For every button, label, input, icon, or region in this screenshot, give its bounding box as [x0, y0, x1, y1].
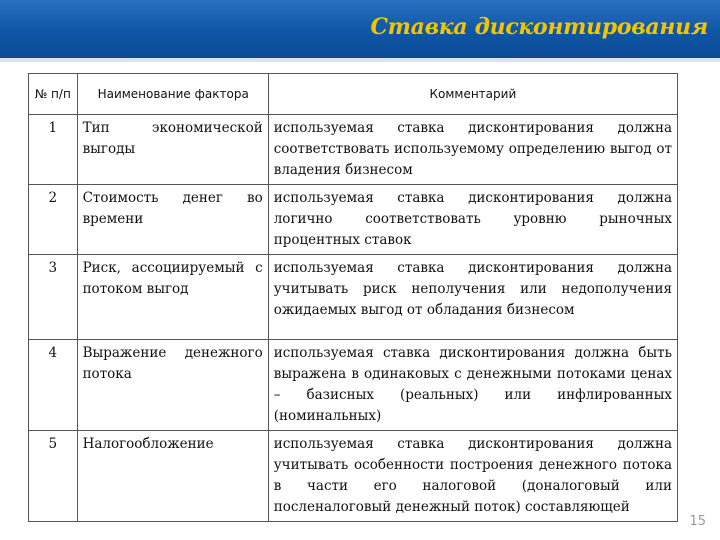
row-comment: используемая ставка дисконтирования должна соответствовать используемому определению выгод от владения бизнесом	[268, 115, 677, 185]
header-divider	[0, 58, 720, 62]
row-number: 5	[29, 431, 78, 522]
row-number: 4	[29, 340, 78, 431]
table-header-row	[29, 74, 678, 115]
header-number: № п/п	[29, 74, 78, 115]
row-number: 3	[29, 255, 78, 340]
slide-title: Ставка дисконтирования	[370, 14, 708, 40]
discount-rate-factors-table	[28, 73, 678, 522]
row-factor: Тип экономической выгоды	[77, 115, 268, 185]
row-number: 1	[29, 115, 78, 185]
row-comment: используемая ставка дисконтирования должна учитывать риск неполучения или недополучения ожидаемых выгод от обладания бизнесом	[268, 255, 677, 340]
header-factor: Наименование фактора	[77, 74, 268, 115]
table-row	[29, 340, 678, 431]
row-factor: Выражение денежного потока	[77, 340, 268, 431]
page-number: 15	[689, 514, 706, 529]
row-factor: Стоимость денег во времени	[77, 185, 268, 255]
table-row	[29, 255, 678, 340]
row-number: 2	[29, 185, 78, 255]
row-factor: Риск, ассоциируемый с потоком выгод	[77, 255, 268, 340]
row-comment: используемая ставка дисконтирования должна логично соответствовать уровню рыночных процентных ставок	[268, 185, 677, 255]
row-comment: используемая ставка дисконтирования должна быть выражена в одинаковых с денежными потоками ценах – базисных (реальных) или инфлированных (номинальных)	[268, 340, 677, 431]
row-factor: Налогообложение	[77, 431, 268, 522]
row-comment: используемая ставка дисконтирования должна учитывать особенности построения денежного потока в части его налоговой (доналоговый или посленалоговый денежный поток) составляющей	[268, 431, 677, 522]
table-row	[29, 185, 678, 255]
table-row	[29, 431, 678, 522]
header-comment: Комментарий	[268, 74, 677, 115]
table-row	[29, 115, 678, 185]
